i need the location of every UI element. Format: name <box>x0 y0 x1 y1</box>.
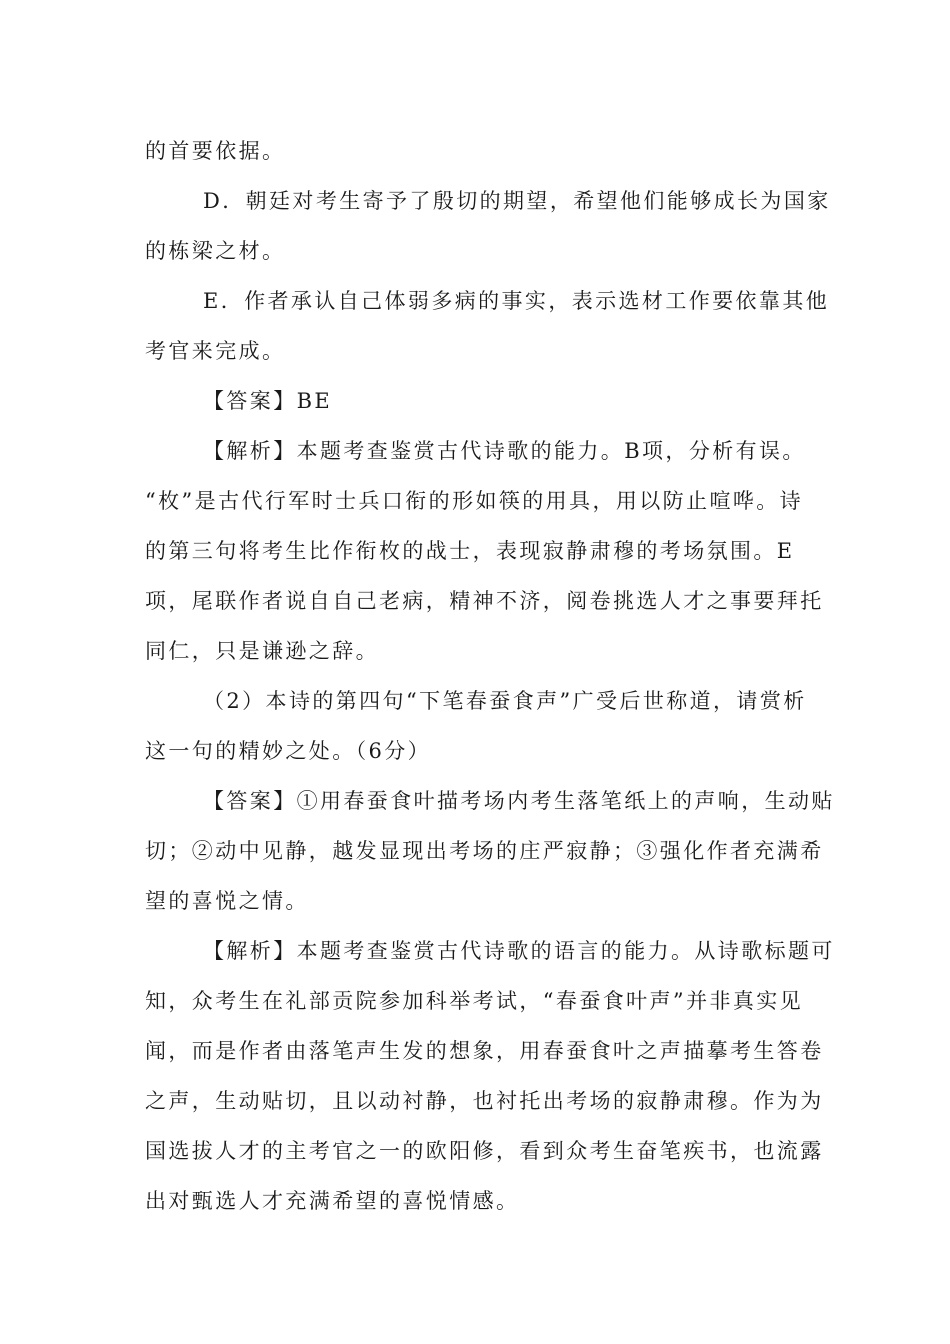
text-line: “枚”是古代行军时士兵口衔的形如筷的用具，用以防止喧哗。诗 <box>145 489 804 513</box>
question-2: （2）本诗的第四句“下笔春蚕食声”广受后世称道，请赏析 <box>203 689 807 713</box>
text-line: 同仁，只是谦逊之辞。 <box>145 639 379 663</box>
text-line: 考官来完成。 <box>145 339 286 363</box>
text-line: 望的喜悦之情。 <box>145 889 309 913</box>
answer-2: 【答案】①用春蚕食叶描考场内考生落笔纸上的声响，生动贴 <box>203 789 835 813</box>
text-line: 项，尾联作者说自自己老病，精神不济，阅卷挑选人才之事要拜托 <box>145 589 824 613</box>
text-line: 这一句的精妙之处。（6分） <box>145 739 432 763</box>
analysis-2: 【解析】本题考查鉴赏古代诗歌的语言的能力。从诗歌标题可 <box>203 939 835 963</box>
text-line: 闻，而是作者由落笔声生发的想象，用春蚕食叶之声描摹考生答卷 <box>145 1039 824 1063</box>
text-line: 的第三句将考生比作衔枚的战士，表现寂静肃穆的考场氛围。E <box>145 539 795 563</box>
text-line: 知，众考生在礼部贡院参加科举考试，“春蚕食叶声”并非真实见 <box>145 989 804 1013</box>
text-line: 出对甄选人才充满希望的喜悦情感。 <box>145 1189 520 1213</box>
analysis-1: 【解析】本题考查鉴赏古代诗歌的能力。B项，分析有误。 <box>203 439 806 463</box>
text-line: 的首要依据。 <box>145 139 286 163</box>
text-line: 国选拔人才的主考官之一的欧阳修，看到众考生奋笔疾书，也流露 <box>145 1139 824 1163</box>
answer-1: 【答案】BE <box>203 389 333 413</box>
text-line: 切；②动中见静，越发显现出考场的庄严寂静；③强化作者充满希 <box>145 839 824 863</box>
text-line: 的栋梁之材。 <box>145 239 286 263</box>
option-d: D．朝廷对考生寄予了殷切的期望，希望他们能够成长为国家 <box>203 189 831 213</box>
text-line: 之声，生动贴切，且以动衬静，也衬托出考场的寂静肃穆。作为为 <box>145 1089 824 1113</box>
option-e: E．作者承认自己体弱多病的事实，表示选材工作要依靠其他 <box>203 289 830 313</box>
